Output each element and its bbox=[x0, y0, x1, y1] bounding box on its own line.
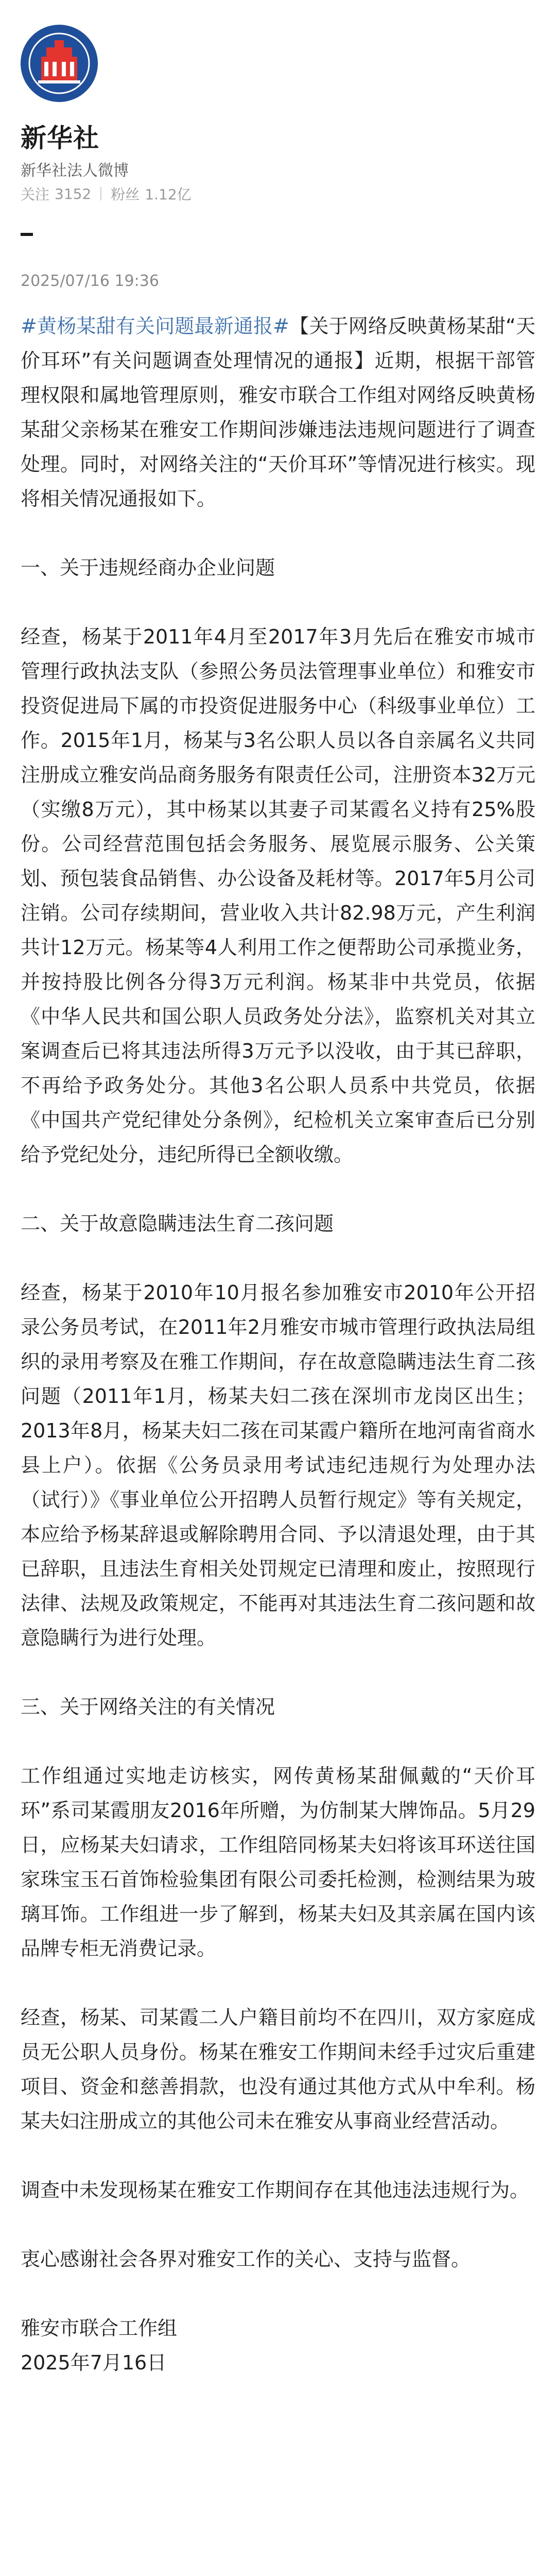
post-intro bbox=[21, 309, 535, 516]
section-2-title: 二、关于故意隐瞒违法生育二孩问题 bbox=[21, 1212, 334, 1235]
section-1-title: 一、关于违规经商办企业问题 bbox=[21, 556, 275, 579]
post-body bbox=[21, 309, 535, 2380]
stats-divider bbox=[100, 187, 101, 200]
avatar[interactable] bbox=[21, 25, 98, 102]
section-2-body: 经查，杨某于2010年10月报名参加雅安市2010年公开招录公务员考试，在2011年2月雅安市城市管理行政执法局组织的录用考察及在雅工作期间，存在故意隐瞒违法生育二孩问题（2011年1月，杨某夫妇二孩在深圳市龙岗区出生；2013年8月，杨某夫妇二孩在司某霞户籍所在地河南省商水县上户）。依据《公务员录用考试违纪违规行为处理办法（试行）》《事业单位公开招聘人员暂行规定》等有关规定，本应给予杨某辞退或解除聘用合同、予以清退处理，由于其已辞职，且违法生育相关处罚规定已清理和废止，按照现行法律、法规及政策规定，不能再对其违法生育二孩问题和故意隐瞒行为进行处理。 bbox=[21, 1281, 535, 1649]
signature: 雅安市联合工作组 bbox=[21, 2317, 178, 2340]
sign-date: 2025年7月16日 bbox=[21, 2351, 167, 2374]
intro-text: 【关于网络反映黄杨某甜“天价耳环”有关问题调查处理情况的通报】近期，根据干部管理权限和属地管理原则，雅安市联合工作组对网络反映黄杨某甜父亲杨某在雅安工作期间涉嫌违法违规问题进行了调查处理。同时，对网络关注的“天价耳环”等情况进行核实。现将相关情况通报如下。 bbox=[21, 315, 535, 510]
xinhua-logo-icon bbox=[21, 25, 98, 102]
fans-label: 粉丝 bbox=[111, 186, 140, 203]
post-timestamp: 2025/07/16 19:36 bbox=[21, 272, 159, 290]
hashtag-link[interactable]: #黄杨某甜有关问题最新通报# bbox=[21, 315, 289, 337]
account-description: 新华社法人微博 bbox=[21, 162, 129, 180]
section-1-body: 经查，杨某于2011年4月至2017年3月先后在雅安市城市管理行政执法支队（参照公务员法管理事业单位）和雅安市投资促进局下属的市投资促进服务中心（科级事业单位）工作。2015年1月，杨某与3名公职人员以各自亲属名义共同注册成立雅安尚品商务服务有限责任公司，注册资本32万元（实缴8万元），其中杨某以其妻子司某霞名义持有25%股份。公司经营范围包括会务服务、展览展示服务、公关策划、预包装食品销售、办公设备及耗材等。2017年5月公司注销。公司存续期间，营业收入共计82.98万元，产生利润共计12万元。杨某等4人利用工作之便帮助公司承揽业务，并按持股比例各分得3万元利润。杨某非中共党员，依据《中华人民共和国公职人员政务处分法》，监察机关对其立案调查后已将其违法所得3万元予以没收，由于其已辞职，不再给予政务处分。其他3名公职人员系中共党员，依据《中国共产党纪律处分条例》，纪检机关立案审查后已分别给予党纪处分，违纪所得已全额收缴。 bbox=[21, 625, 535, 1166]
section-3-body-1: 工作组通过实地走访核实，网传黄杨某甜佩戴的“天价耳环”系司某霞朋友2016年所赠，为仿制某大牌饰品。5月29日，应杨某夫妇请求，工作组陪同杨某夫妇将该耳环送往国家珠宝玉石首饰检验集团有限公司委托检测，检测结果为玻璃耳饰。工作组进一步了解到，杨某夫妇及其亲属在国内该品牌专柜无消费记录。 bbox=[21, 1765, 535, 1960]
fans-count[interactable]: 1.12亿 bbox=[145, 186, 192, 203]
account-name[interactable]: 新华社 bbox=[21, 123, 99, 153]
post-divider-mark bbox=[21, 233, 33, 236]
section-3-body-2: 经查，杨某、司某霞二人户籍目前均不在四川，双方家庭成员无公职人员身份。杨某在雅安工作期间未经手过灾后重建项目、资金和慈善捐款，也没有通过其他方式从中牟利。杨某夫妇注册成立的其他公司未在雅安从事商业经营活动。 bbox=[21, 2006, 535, 2132]
follow-count[interactable]: 3152 bbox=[55, 185, 92, 202]
closing-text: 衷心感谢社会各界对雅安工作的关心、支持与监督。 bbox=[21, 2248, 471, 2270]
account-stats bbox=[21, 183, 192, 204]
section-3-title: 三、关于网络关注的有关情况 bbox=[21, 1696, 275, 1718]
follow-label: 关注 bbox=[21, 186, 50, 203]
section-3-body-3: 调查中未发现杨某在雅安工作期间存在其他违法违规行为。 bbox=[21, 2179, 530, 2201]
